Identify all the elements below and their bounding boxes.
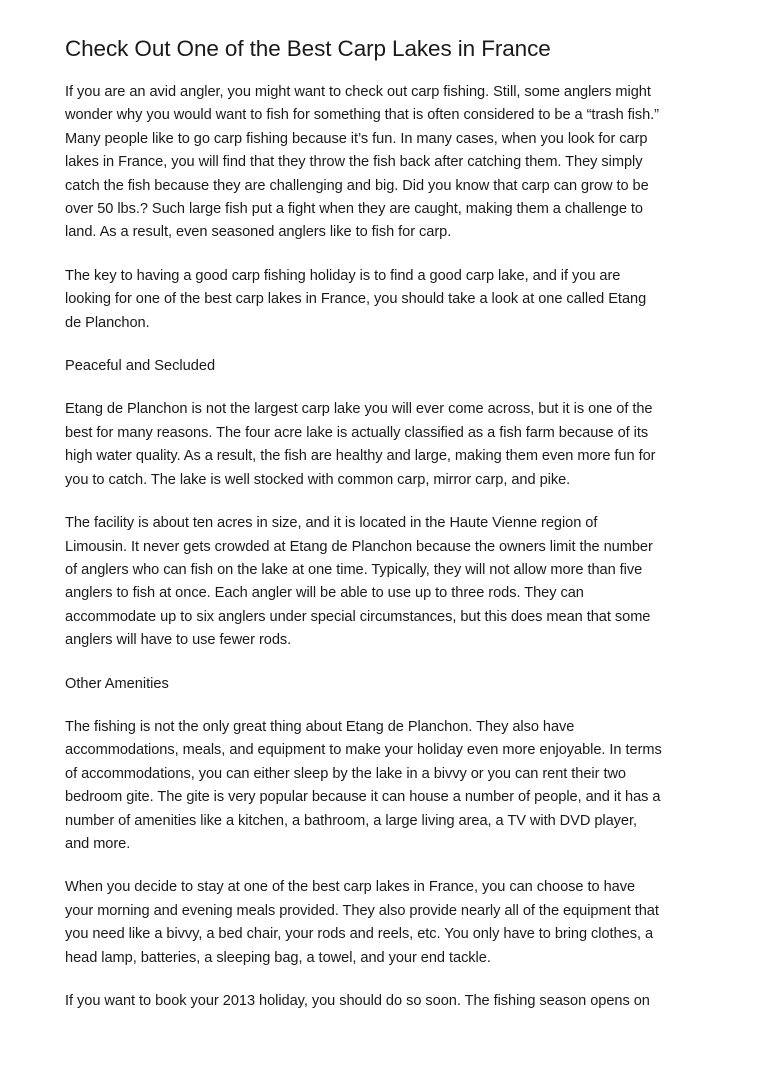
text-line: If you want to book your 2013 holiday, you should do so soon. The fishing season opens on [65,993,650,1009]
document-body [65,81,715,1013]
text-line: Peaceful and Secluded [65,358,216,375]
text-line: your morning and evening meals provided. They also provide nearly all of the equipment that [65,902,659,919]
text-line: high water quality. As a result, the fish are healthy and large, making them even more fun for [65,448,656,465]
text-line: The key to having a good carp fishing holiday is to find a good carp lake, and if you are [65,267,621,284]
text-line: number of amenities like a kitchen, a bathroom, a large living area, a TV with DVD player, [65,812,637,829]
text-line: you need like a bivvy, a bed chair, your rods and reels, etc. You only have to bring clothes, a [65,926,654,943]
text-line: The facility is about ten acres in size, and it is located in the Haute Vienne region of [65,515,598,532]
meals-equipment-paragraph [65,876,715,970]
amenities-paragraph [65,716,715,856]
text-line: head lamp, batteries, a sleeping bag, a towel, and your end tackle. [65,949,491,966]
text-line: catch the fish because they are challenging and big. Did you know that carp can grow to be [65,177,649,194]
document-page [65,34,715,1033]
text-line: accommodations, meals, and equipment to make your holiday even more enjoyable. In terms [65,742,662,759]
text-line: and more. [65,835,131,852]
text-line: lakes in France, you will find that they throw the fish back after catching them. They simply [65,154,643,171]
text-line: Other Amenities [65,675,169,692]
text-line: you to catch. The lake is well stocked with common carp, mirror carp, and pike. [65,471,571,488]
text-line: anglers will have to use fewer rods. [65,632,292,649]
text-line: If you are an avid angler, you might want to check out carp fishing. Still, some anglers might [65,84,651,100]
text-line: wonder why you would want to fish for something that is often considered to be a “trash fish.” [65,107,659,124]
text-line: de Planchon. [65,314,150,331]
facility-paragraph [65,512,715,652]
text-line: The fishing is not the only great thing about Etang de Planchon. They also have [65,718,575,735]
key-paragraph [65,265,715,335]
text-line: bedroom gite. The gite is very popular because it can house a number of people, and it has a [65,789,661,806]
text-line: anglers to fish at once. Each angler will be able to use up to three rods. They can [65,585,584,602]
text-line: accommodate up to six anglers under special circumstances, but this does mean that some [65,608,651,625]
text-line: looking for one of the best carp lakes in France, you should take a look at one called Etang [65,291,647,308]
text-line: Limousin. It never gets crowded at Etang de Planchon because the owners limit the number [65,538,653,555]
text-line: Many people like to go carp fishing because it’s fun. In many cases, when you look for carp [65,130,648,147]
text-line: over 50 lbs.? Such large fish put a fight when they are caught, making them a challenge to [65,201,643,218]
page-title: Check Out One of the Best Carp Lakes in France [65,36,551,61]
booking-paragraph [65,990,715,1013]
text-line: of anglers who can fish on the lake at one time. Typically, they will not allow more than five [65,561,643,578]
subheading-other-amenities [65,673,715,696]
lake-description-paragraph [65,398,715,492]
text-line: When you decide to stay at one of the best carp lakes in France, you can choose to have [65,879,636,896]
text-line: of accommodations, you can either sleep by the lake in a bivvy or you can rent their two [65,765,627,782]
subheading-peaceful-and-secluded [65,355,715,378]
text-line: best for many reasons. The four acre lake is actually classified as a fish farm because of its [65,424,649,441]
text-line: land. As a result, even seasoned anglers like to fish for carp. [65,224,452,241]
text-line: Etang de Planchon is not the largest carp lake you will ever come across, but it is one of the [65,401,653,418]
intro-paragraph [65,81,715,245]
